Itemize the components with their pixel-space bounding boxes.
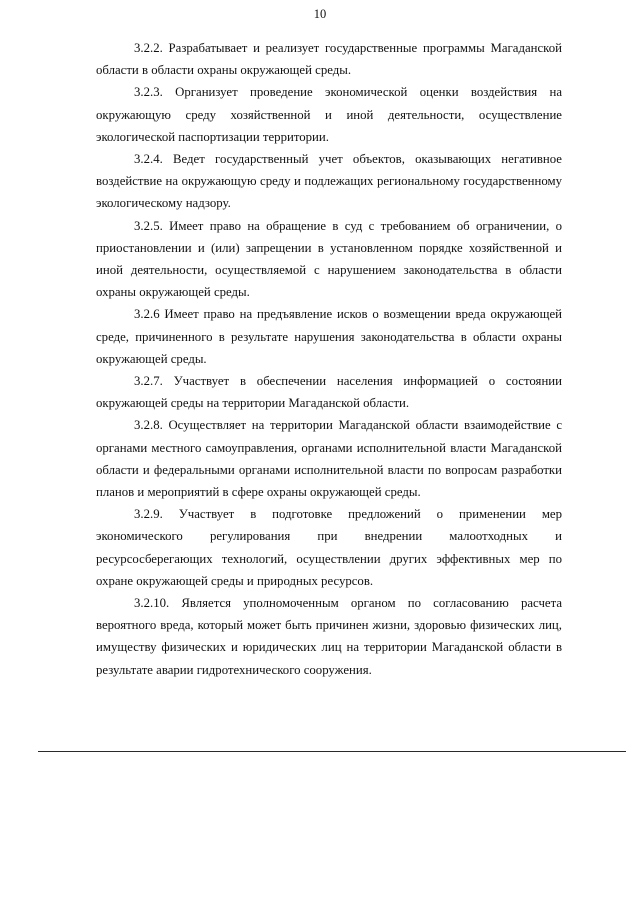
paragraph-3-2-10: 3.2.10. Является уполномоченным органом по согласованию расчета вероятного вреда, который может быть причинен жизни, здоровью физических лиц, имуществу физических и юридических лиц на территории Магаданской области в результате аварии гидротехнического сооружения. [96,596,562,677]
paragraph-3-2-3: 3.2.3. Организует проведение экономической оценки воздействия на окружающую среду хозяйственной и иной деятельности, осуществление экологической паспортизации территории. [96,85,562,144]
paragraph-3-2-8: 3.2.8. Осуществляет на территории Магаданской области взаимодействие с органами местного самоуправления, органами исполнительной власти Магаданской области и федеральными органами исполнительной власти по вопросам разработки планов и мероприятий в сфере охраны окружающей среды. [96,418,562,500]
paragraph-3-2-2: 3.2.2. Разрабатывает и реализует государственные программы Магаданской области в области охраны окружающей среды. [96,41,562,78]
paragraph-3-2-7: 3.2.7. Участвует в обеспечении населения информацией о состоянии окружающей среды на территории Магаданской области. [96,374,562,411]
document-body [96,37,562,681]
page-number: 10 [313,7,327,21]
paragraph-3-2-5: 3.2.5. Имеет право на обращение в суд с требованием об ограничении, о приостановлении и (или) запрещении в установленном порядке хозяйственной и иной деятельности, осуществляемой с нарушением законодательства в области охраны окружающей среды. [96,218,562,300]
paragraph-3-2-4: 3.2.4. Ведет государственный учет объектов, оказывающих негативное воздействие на окружающую среду и подлежащих региональному государственному экологическому надзору. [96,152,562,211]
paragraph-3-2-9: 3.2.9. Участвует в подготовке предложений о применении мер экономического регулирования при внедрении малоотходных и ресурсосберегающих технологий, осуществлении других эффективных мер по охране окружающей среды и природных ресурсов. [96,507,562,588]
footer-divider [38,751,626,752]
paragraph-3-2-6: 3.2.6 Имеет право на предъявление исков о возмещении вреда окружающей среде, причиненного в результате нарушения законодательства в области охраны окружающей среды. [96,307,562,366]
